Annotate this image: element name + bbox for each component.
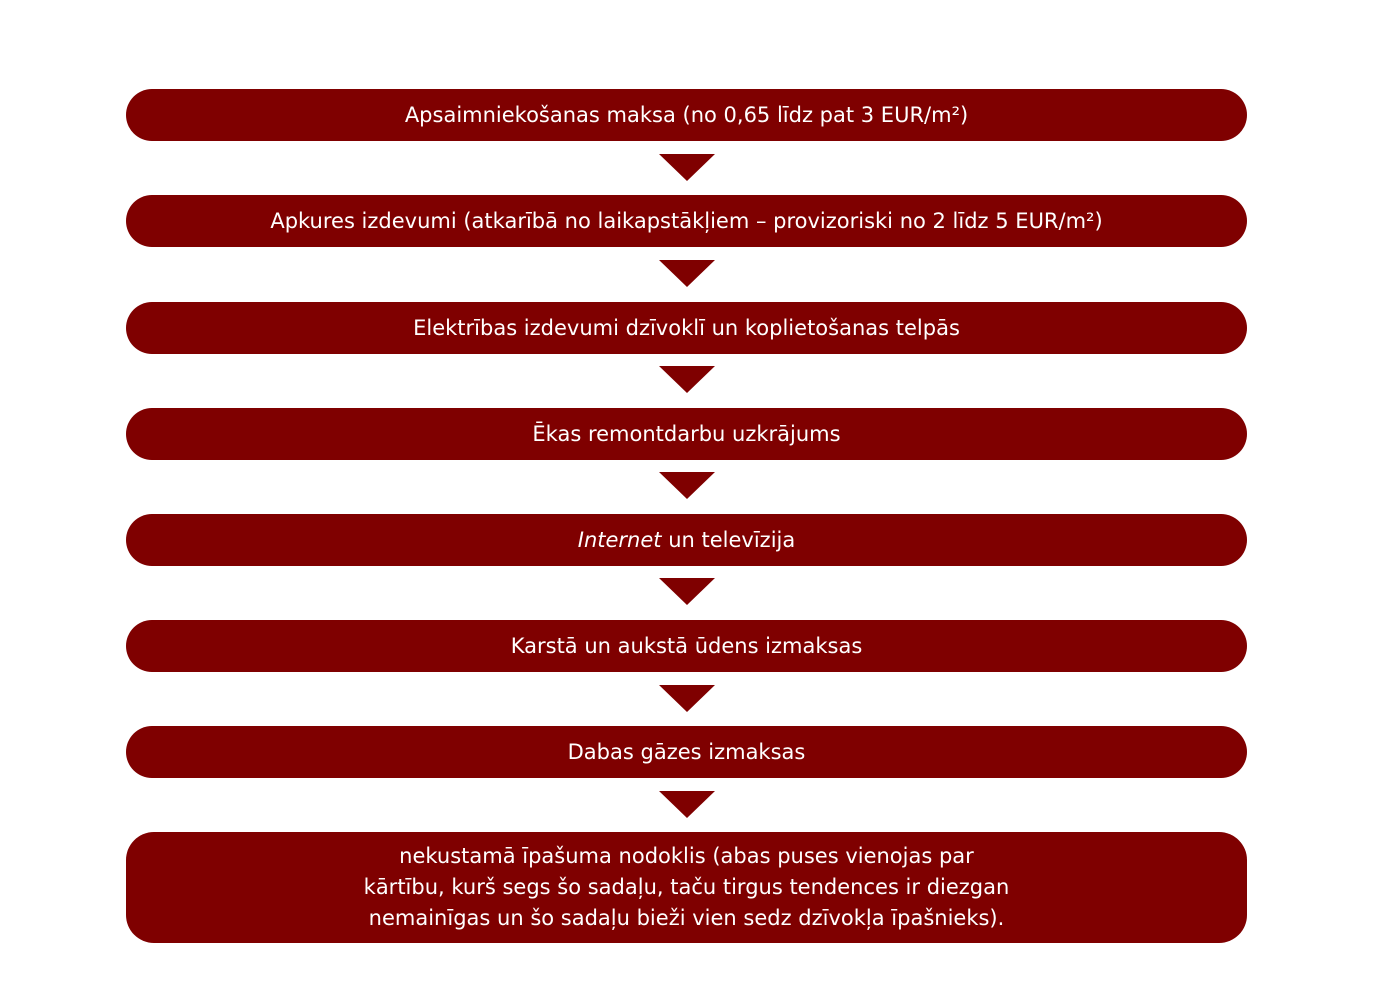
step-label-line: kārtību, kurš segs šo sadaļu, taču tirgus tendences ir diezgan bbox=[363, 875, 1010, 899]
step-label: Apsaimniekošanas maksa (no 0,65 līdz pat 3 EUR/m²) bbox=[404, 102, 969, 127]
down-arrow-icon bbox=[659, 791, 715, 818]
step-repair-savings bbox=[126, 408, 1247, 460]
step-water-costs bbox=[126, 620, 1247, 672]
down-arrow-icon bbox=[659, 260, 715, 287]
step-label-lines bbox=[364, 841, 1010, 934]
step-label: Elektrības izdevumi dzīvoklī un koplietošanas telpās bbox=[413, 315, 960, 340]
step-gas-costs bbox=[126, 726, 1247, 778]
down-arrow-icon bbox=[659, 472, 715, 499]
down-arrow-icon bbox=[659, 154, 715, 181]
step-label: Karstā un aukstā ūdens izmaksas bbox=[510, 633, 863, 658]
step-property-tax bbox=[126, 832, 1247, 943]
step-electricity-costs bbox=[126, 302, 1247, 354]
step-label: Ēkas remontdarbu uzkrājums bbox=[532, 421, 841, 446]
step-heating-costs bbox=[126, 195, 1247, 247]
step-label: Apkures izdevumi (atkarībā no laikapstākļiem – provizoriski no 2 līdz 5 EUR/m²) bbox=[270, 208, 1103, 233]
down-arrow-icon bbox=[659, 366, 715, 393]
step-label-italic: Internet bbox=[577, 527, 662, 552]
step-label-line: nekustamā īpašuma nodoklis (abas puses vienojas par bbox=[399, 844, 974, 868]
step-label-rest: un televīzija bbox=[661, 527, 796, 552]
step-label bbox=[578, 525, 795, 556]
step-label: Dabas gāzes izmaksas bbox=[567, 739, 806, 764]
down-arrow-icon bbox=[659, 685, 715, 712]
step-management-fee bbox=[126, 89, 1247, 141]
step-label-line: nemainīgas un šo sadaļu bieži vien sedz dzīvokļa īpašnieks). bbox=[368, 906, 1005, 930]
down-arrow-icon bbox=[659, 578, 715, 605]
step-internet-tv bbox=[126, 514, 1247, 566]
